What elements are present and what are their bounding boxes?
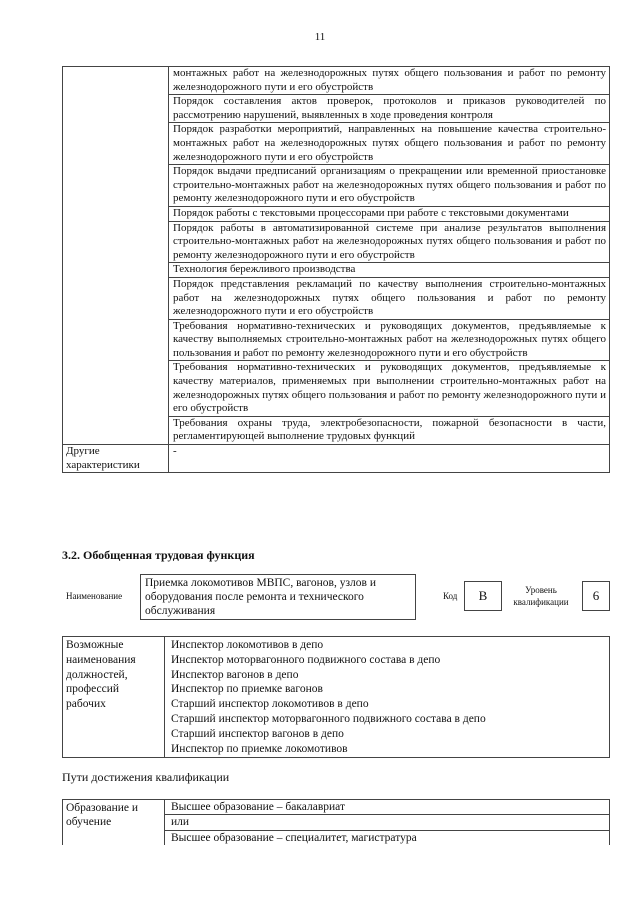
education-item: или [165,815,609,830]
requirement-item: Порядок составления актов проверок, протоколов и приказов руководителей по рассмотрению нарушений, выявленных в ходе проведения контроля [169,95,610,123]
requirements-left-cell [63,67,169,445]
requirement-item: Технология бережливого производства [169,263,610,278]
education-table [62,799,610,845]
position-item: Инспектор по приемке вагонов [171,683,323,696]
positions-list [165,637,610,758]
education-item: Высшее образование – специалитет, магистратура [171,831,417,844]
requirement-item: Порядок представления рекламаций по качеству выполнения строительно-монтажных работ на железнодорожных путях общего пользования и работ по ремонту железнодорожного пути и его обустройств [169,277,610,319]
paths-title: Пути достижения квалификации [62,770,230,784]
requirement-item: Требования нормативно-технических и руководящих документов, предъявляемые к качеству выполняемых строительно-монтажных работ на железнодорожных путях общего пользования и работ по ремонту железнодорожного пути и его обустройств [169,319,610,361]
requirement-item: монтажных работ на железнодорожных путях общего пользования и работ по ремонту железнодорожного пути и его обустройств [169,67,610,95]
positions-table [62,636,610,758]
page-number: 11 [314,31,326,43]
position-item: Инспектор по приемке локомотивов [171,742,348,755]
code-value: В [464,581,502,611]
education-label: Образование и обучение [63,800,165,846]
requirement-item: Порядок выдачи предписаний организациям о прекращении или временной приостановке строительно-монтажных работ на железнодорожных путях общего пользования и работ по ремонту железнодорожного пути и его обустройств [169,165,610,207]
position-item: Старший инспектор вагонов в депо [171,727,344,740]
position-item: Старший инспектор локомотивов в депо [171,698,369,711]
requirement-item: Порядок работы в автоматизированной системе при анализе результатов выполнения строительно-монтажных работ на железнодорожных путях общего пользования и работ по ремонту железнодорожного пути и его обустройств [169,221,610,263]
name-label: Наименование [66,591,123,601]
function-name: Приемка локомотивов МВПС, вагонов, узлов и оборудования после ремонта и технического обслуживания [140,574,416,620]
position-item: Инспектор вагонов в депо [171,668,299,681]
section-title: 3.2. Обобщенная трудовая функция [62,548,255,562]
position-item: Инспектор локомотивов в депо [171,639,324,651]
position-item: Инспектор моторвагонного подвижного состава в депо [171,653,441,666]
position-item: Старший инспектор моторвагонного подвижного состава в депо [171,712,486,725]
requirement-item: Порядок разработки мероприятий, направленных на повышение качества строительно-монтажных работ на железнодорожных путях общего пользования и работ по ремонту железнодорожного пути и его обустройств [169,123,610,165]
positions-label: Возможные наименования должностей, профессий рабочих [63,637,165,758]
code-label: Код [443,591,458,601]
requirement-item: Требования охраны труда, электробезопасности, пожарной безопасности в части, регламентирующей выполнение трудовых функций [169,416,610,444]
requirement-item: Порядок работы с текстовыми процессорами при работе с текстовыми документами [169,206,610,221]
qualification-level-label: Уровень квалификации [513,585,569,607]
requirement-item: Требования нормативно-технических и руководящих документов, предъявляемые к качеству материалов, применяемых при выполнении строительно-монтажных работ на железнодорожных путях общего пользования и работ по ремонту железнодорожного пути и его обустройств [169,361,610,416]
other-characteristics-value: - [169,445,610,473]
education-list [165,800,610,846]
qualification-level-value: 6 [582,581,610,611]
requirements-table [62,66,610,473]
education-item: Высшее образование – бакалавриат [165,800,609,815]
other-characteristics-label: Другие характеристики [63,445,169,473]
